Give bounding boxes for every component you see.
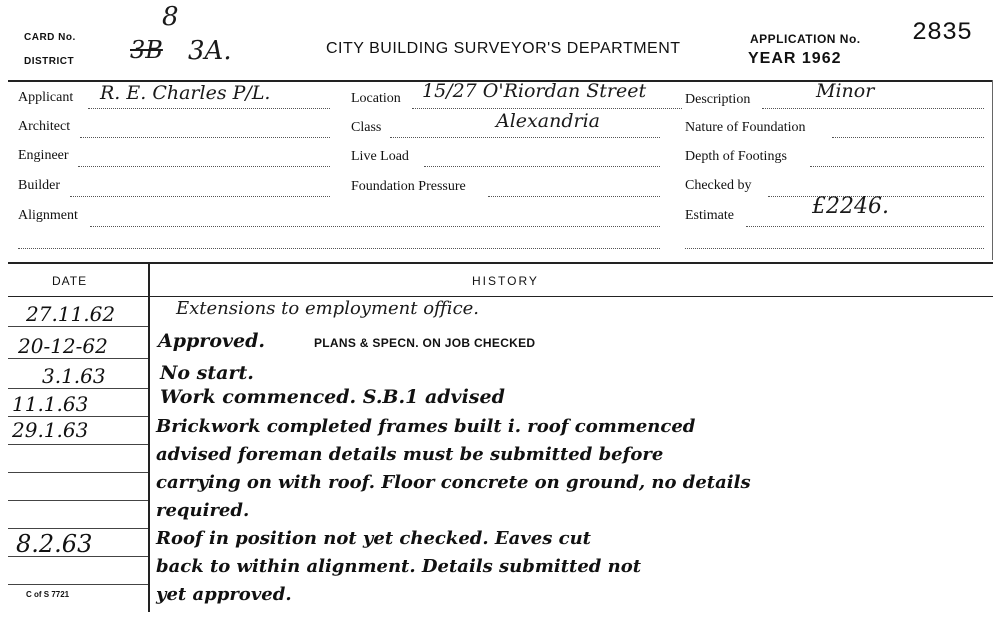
history-entry: Brickwork completed frames built i. roof commenced: [156, 416, 696, 437]
department-title: CITY BUILDING SURVEYOR'S DEPARTMENT: [326, 40, 681, 57]
description-label: Description: [685, 92, 751, 107]
history-entry: No start.: [160, 362, 254, 384]
architect-label: Architect: [18, 119, 71, 134]
estimate-line-2: [685, 248, 984, 249]
history-date: 29.1.63: [12, 418, 89, 442]
form-right-edge: [992, 80, 993, 260]
card-no-label: CARD No.: [24, 32, 76, 43]
applicant-label: Applicant: [18, 90, 74, 105]
history-entry: advised foreman details must be submitted before: [156, 444, 664, 465]
estimate-label: Estimate: [685, 208, 734, 223]
estimate-value: £2246.: [812, 194, 889, 219]
location-line: [412, 108, 682, 109]
district-label: DISTRICT: [24, 56, 75, 67]
history-date: 8.2.63: [16, 530, 93, 558]
application-number: 2835: [912, 18, 973, 47]
history-date: 20-12-62: [18, 334, 108, 358]
history-entry: carrying on with roof. Floor concrete on ground, no details: [156, 472, 751, 493]
nature-of-foundation-line: [832, 137, 984, 138]
live-load-line: [424, 166, 660, 167]
foundation-pressure-line: [488, 196, 660, 197]
class-value: Alexandria: [496, 110, 600, 132]
row-line: [8, 326, 148, 327]
row-line: [8, 584, 148, 585]
engineer-line: [78, 166, 330, 167]
description-line: [762, 108, 984, 109]
history-entry: required.: [156, 500, 250, 521]
location-value: 15/27 O'Riordan Street: [422, 80, 647, 102]
alignment-label: Alignment: [18, 208, 78, 223]
checked-stamp: PLANS & SPECN. ON JOB CHECKED: [314, 336, 536, 350]
history-entry: back to within alignment. Details submitted not: [156, 556, 642, 577]
row-line: [8, 358, 148, 359]
applicant-value: R. E. Charles P/L.: [100, 82, 271, 104]
checked-by-label: Checked by: [685, 178, 752, 193]
date-column-header: DATE: [52, 274, 88, 288]
card-no-value: 8: [162, 2, 179, 32]
history-date: 3.1.63: [42, 364, 106, 388]
location-label: Location: [351, 91, 401, 106]
alignment-line: [90, 226, 660, 227]
history-entry: yet approved.: [156, 584, 292, 605]
engineer-label: Engineer: [18, 148, 69, 163]
history-entry: Work commenced. S.B.1 advised: [160, 386, 505, 408]
class-label: Class: [351, 120, 382, 135]
district-struck-value: 3B: [130, 36, 163, 64]
form-code: C of S 7721: [26, 590, 70, 599]
history-column-header: HISTORY: [472, 274, 539, 288]
nature-of-foundation-label: Nature of Foundation: [685, 120, 806, 135]
alignment-line-2: [18, 248, 660, 249]
table-header-rule: [8, 296, 993, 297]
district-value: 3A.: [188, 36, 232, 66]
history-entry: Roof in position not yet checked. Eaves cut: [156, 528, 591, 549]
applicant-line: [88, 108, 330, 109]
live-load-label: Live Load: [351, 149, 409, 164]
history-date: 27.11.62: [26, 302, 116, 326]
history-date: 11.1.63: [12, 392, 89, 416]
row-line: [8, 388, 148, 389]
year-label: YEAR 1962: [748, 50, 842, 67]
row-line: [8, 528, 148, 529]
builder-label: Builder: [18, 178, 60, 193]
depth-of-footings-label: Depth of Footings: [685, 149, 787, 164]
history-entry: Extensions to employment office.: [176, 298, 480, 319]
architect-line: [80, 137, 330, 138]
row-line: [8, 500, 148, 501]
application-label: APPLICATION No.: [750, 32, 861, 46]
row-line: [8, 444, 148, 445]
estimate-line: [746, 226, 984, 227]
table-top-rule: [8, 262, 993, 264]
history-entry: Approved.: [158, 330, 266, 352]
class-line: [390, 137, 660, 138]
foundation-pressure-label: Foundation Pressure: [351, 179, 466, 194]
date-column-divider: [148, 262, 150, 612]
description-value: Minor: [816, 80, 875, 102]
builder-line: [70, 196, 330, 197]
row-line: [8, 416, 148, 417]
row-line: [8, 472, 148, 473]
depth-of-footings-line: [810, 166, 984, 167]
